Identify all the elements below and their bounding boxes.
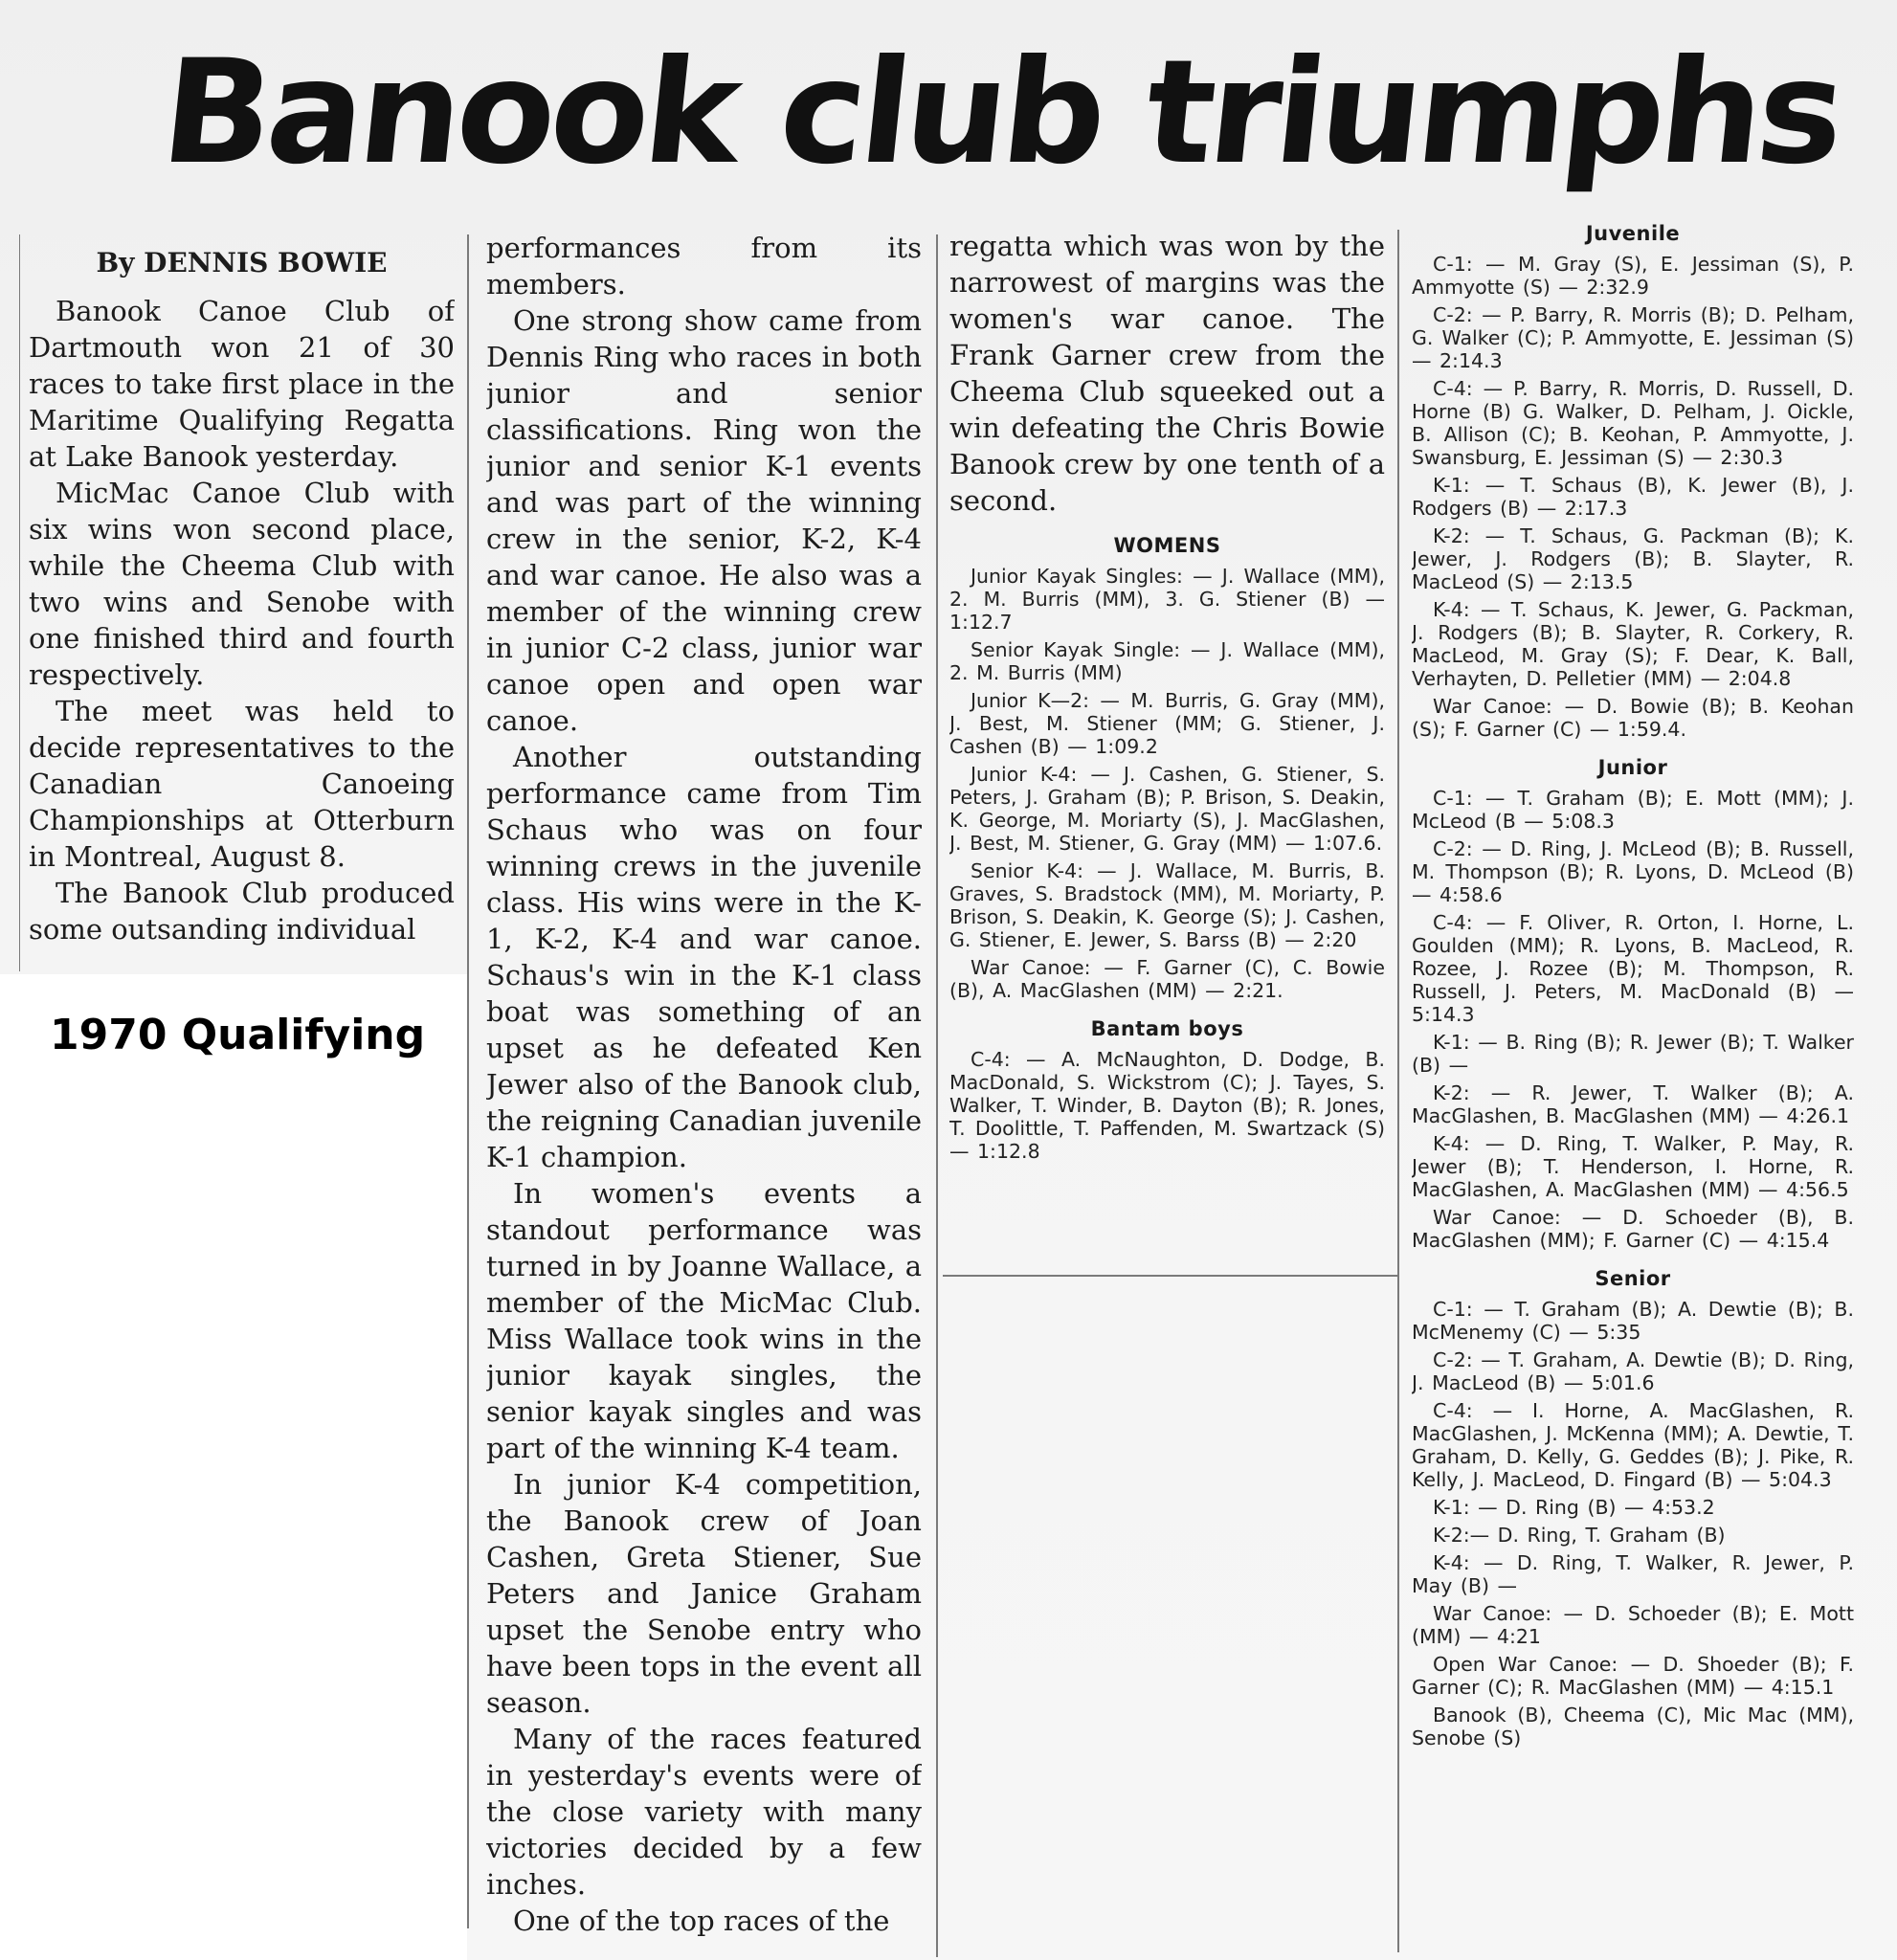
result-line: C-1: — T. Graham (B); A. Dewtie (B); B. McMenemy (C) — 5:35 (1412, 1298, 1854, 1344)
result-line: K-2: — R. Jewer, T. Walker (B); A. MacGlashen, B. MacGlashen (MM) — 4:26.1 (1412, 1081, 1854, 1127)
result-line: K-4: — D. Ring, T. Walker, R. Jewer, P. May (B) — (1412, 1551, 1854, 1597)
result-line: C-2: — P. Barry, R. Morris (B); D. Pelham, G. Walker (C); P. Ammyotte, E. Jessiman (S) — 2:14.3 (1412, 303, 1854, 372)
result-line: K-1: — D. Ring (B) — 4:53.2 (1433, 1496, 1715, 1519)
section-heading: Bantam boys (1090, 1017, 1244, 1040)
result-line: C-2: — T. Graham, A. Dewtie (B); D. Ring, J. MacLeod (B) — 5:01.6 (1412, 1348, 1854, 1394)
result-line: C-2: — D. Ring, J. McLeod (B); B. Russell, M. Thompson (B); R. Lyons, D. McLeod (B) — 4:58.6 (1412, 837, 1854, 906)
result-line: K-4: — D. Ring, T. Walker, P. May, R. Jewer (B); T. Henderson, I. Horne, R. MacGlashen, A. MacGlashen (MM) — 4:56.5 (1412, 1132, 1854, 1201)
result-line: C-4: — F. Oliver, R. Orton, I. Horne, L. Goulden (MM); R. Lyons, B. MacLeod, R. Rozee, J. Rozee (B); M. Thompson, R. Russell, J. Peters, M. MacDonald (B) — 5:14.3 (1412, 911, 1854, 1026)
article-paragraph: regatta which was won by the narrowest of margins was the women's war canoe. The Frank Garner crew from the Cheema Club squeeked out a win defeating the Chris Bowie Banook crew by one tenth of a second. (949, 230, 1385, 517)
result-line: C-4: — I. Horne, A. MacGlashen, R. MacGlashen, J. McKenna (MM); A. Dewtie, T. Graham, D. Kelly, G. Geddes (B); J. Pike, R. Kelly, J. MacLeod, D. Fingard (B) — 5:04.3 (1412, 1399, 1854, 1491)
womens-results (949, 534, 1385, 1002)
blank-area (0, 974, 467, 1960)
article-paragraph: MicMac Canoe Club with six wins won second place, while the Cheema Club with two wins and Senobe with one finished third and fourth respectively. (29, 477, 455, 691)
bantam-results (949, 1017, 1385, 1163)
result-line: Banook (B), Cheema (C), Mic Mac (MM), Senobe (S) (1412, 1704, 1854, 1749)
result-line: C-1: — T. Graham (B); E. Mott (MM); J. McLeod (B — 5:08.3 (1412, 787, 1854, 833)
article-paragraph: One of the top races of the (513, 1904, 890, 1937)
article-paragraph: In women's events a standout performance was turned in by Joanne Wallace, a member of the MicMac Club. Miss Wallace took wins in the junior kayak singles, the senior kayak singles and was part of the winning K-4 team. (486, 1177, 922, 1464)
result-line: C-1: — M. Gray (S), E. Jessiman (S), P. Ammyotte (S) — 2:32.9 (1412, 253, 1854, 299)
result-line: War Canoe: — D. Schoeder (B); E. Mott (MM) — 4:21 (1412, 1602, 1854, 1648)
column-rule-1 (467, 234, 469, 1928)
result-line: C-4: — P. Barry, R. Morris, D. Russell, D. Horne (B) G. Walker, D. Pelham, J. Oickle, B. Allison (C); B. Keohan, P. Ammyotte, J. Swansburg, E. Jessiman (S) — 2:30.3 (1412, 377, 1854, 469)
article-paragraph: Banook Canoe Club of Dartmouth won 21 of 30 races to take first place in the Maritime Qualifying Regatta at Lake Banook yesterday. (29, 295, 455, 473)
result-line: K-2:— D. Ring, T. Graham (B) (1433, 1524, 1726, 1547)
column-rule-2 (936, 234, 938, 1957)
byline: By DENNIS BOWIE (96, 247, 388, 278)
article-column-1 (29, 228, 455, 965)
article-paragraph: Many of the races featured in yesterday's events were of the close variety with many victories decided by a few inches. (486, 1723, 922, 1901)
result-line: Senior Kayak Single: — J. Wallace (MM), 2. M. Burris (MM) (949, 638, 1385, 684)
column-rule-left (19, 234, 20, 971)
article-paragraph: One strong show came from Dennis Ring who races in both junior and senior classifications. Ring won the junior and senior K-1 events and was part of the winning crew in the senior, K-2, K-4 and war canoe. He also was a member of the winning crew in junior C-2 class, junior war canoe open and open war canoe. (486, 304, 922, 737)
section-heading: Juvenile (1585, 222, 1681, 245)
photo-caption: 1970 Qualifying (50, 1011, 426, 1059)
section-heading: Junior (1597, 756, 1668, 779)
result-line: K-1: — B. Ring (B); R. Jewer (B); T. Walker (B) — (1412, 1031, 1854, 1077)
article-column-3 (949, 228, 1385, 1271)
section-heading: Senior (1595, 1267, 1671, 1290)
article-paragraph: In junior K-4 competition, the Banook crew of Joan Cashen, Greta Stiener, Sue Peters and Janice Graham upset the Senobe entry who have been tops in the event all season. (486, 1468, 922, 1719)
result-line: K-4: — T. Schaus, K. Jewer, G. Packman, J. Rodgers (B); B. Slayter, R. Corkery, R. MacLeod, M. Gray (S); F. Dear, K. Ball, Verhayten, D. Pelletier (MM) — 2:04.8 (1412, 598, 1854, 690)
headline: Banook club triumphs (154, 30, 1848, 196)
article-paragraph: The meet was held to decide representatives to the Canadian Canoeing Championships at Otterburn in Montreal, August 8. (29, 695, 455, 873)
article-paragraph: The Banook Club produced some outsanding individual (29, 877, 455, 946)
result-line: Junior K-4: — J. Cashen, G. Stiener, S. Peters, J. Graham (B); P. Brison, S. Deakin, K. George, M. Moriarty (S), J. MacGlashen, J. Best, M. Stiener, G. Gray (MM) — 1:07.6. (949, 763, 1385, 855)
results-column-4 (1412, 218, 1854, 1955)
result-line: Junior K—2: — M. Burris, G. Gray (MM), J. Best, M. Stiener (MM; G. Stiener, J. Cashen (B) — 1:09.2 (949, 689, 1385, 758)
column-rule-3 (1397, 230, 1399, 1952)
article-paragraph: Another outstanding performance came from Tim Schaus who was on four winning crews in the juvenile class. His wins were in the K-1, K-2, K-4 and war canoe. Schaus's win in the K-1 class boat was something of an upset as he defeated Ken Jewer also of the Banook club, the reigning Canadian juvenile K-1 champion. (486, 741, 922, 1173)
result-line: K-1: — T. Schaus (B), K. Jewer (B), J. Rodgers (B) — 2:17.3 (1412, 474, 1854, 520)
result-line: K-2: — T. Schaus, G. Packman (B); K. Jewer, J. Rodgers (B); B. Slayter, R. MacLeod (S) — 2:13.5 (1412, 524, 1854, 593)
result-line: War Canoe: — D. Bowie (B); B. Keohan (S); F. Garner (C) — 1:59.4. (1412, 695, 1854, 741)
result-line: Open War Canoe: — D. Shoeder (B); F. Garner (C); R. MacGlashen (MM) — 4:15.1 (1412, 1653, 1854, 1699)
result-line: War Canoe: — F. Garner (C), C. Bowie (B), A. MacGlashen (MM) — 2:21. (949, 956, 1385, 1002)
result-line: Senior K-4: — J. Wallace, M. Burris, B. Graves, S. Bradstock (MM), M. Moriarty, P. Brison, S. Deakin, K. George (S); J. Cashen, G. Stiener, E. Jewer, S. Barss (B) — 2:20 (949, 859, 1385, 951)
section-heading: WOMENS (1113, 534, 1221, 557)
section-rule (943, 1275, 1397, 1277)
result-line: C-4: — A. McNaughton, D. Dodge, B. MacDonald, S. Wickstrom (C); J. Tayes, S. Walker, T. Winder, B. Dayton (B); R. Jones, T. Doolittle, T. Paffenden, M. Swartzack (S) — 1:12.8 (949, 1048, 1385, 1163)
result-line: Junior Kayak Singles: — J. Wallace (MM), 2. M. Burris (MM), 3. G. Stiener (B) — 1:12.7 (949, 565, 1385, 634)
article-paragraph: performances from its members. (486, 232, 922, 301)
article-column-2 (486, 230, 922, 1952)
result-line: War Canoe: — D. Schoeder (B), B. MacGlashen (MM); F. Garner (C) — 4:15.4 (1412, 1206, 1854, 1252)
